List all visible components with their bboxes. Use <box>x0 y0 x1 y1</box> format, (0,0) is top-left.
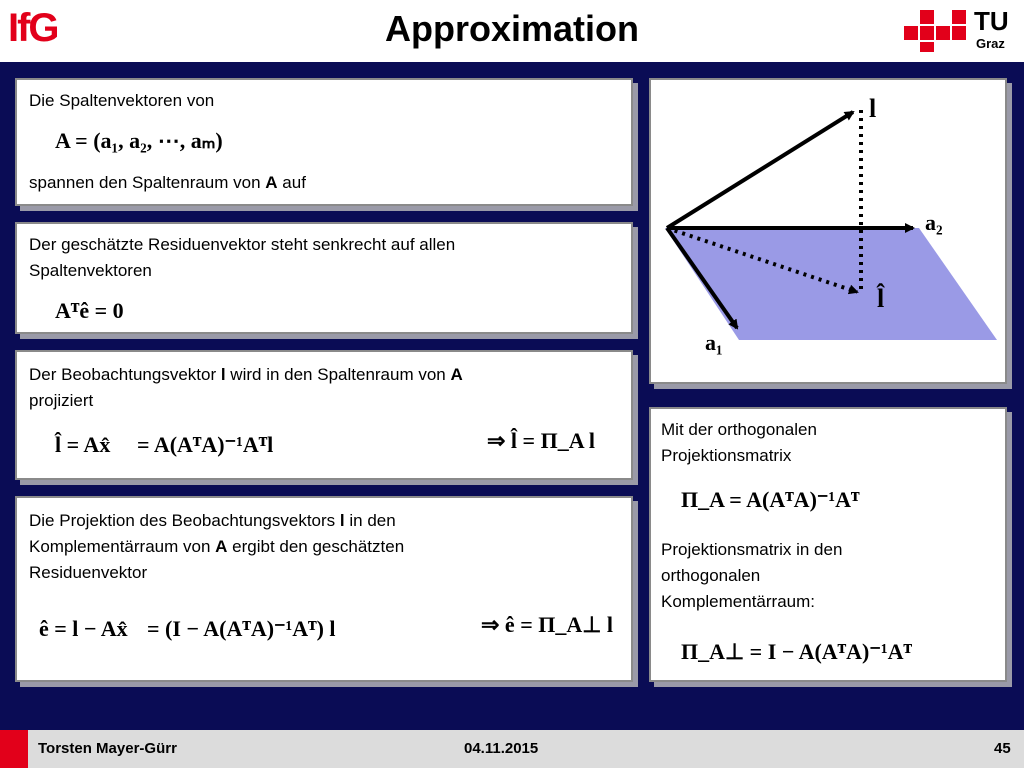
box-vector-diagram <box>649 78 1007 384</box>
page-title: Approximation <box>384 8 639 49</box>
label-a2: a₂ <box>925 210 943 235</box>
box1-formula: A = (a₁, a₂, ⋯, aₘ) <box>55 128 223 153</box>
box3-formula-right: ⇒ l̂ = Π_A l <box>487 428 595 453</box>
ifg-logo: IfG <box>8 6 58 50</box>
box2-line1: Der geschätzte Residuenvektor steht senkrecht auf allen <box>29 235 456 254</box>
box-complement-projection <box>15 496 633 682</box>
box2-formula: Aᵀê = 0 <box>55 298 124 323</box>
box5-line5: Komplementärraum: <box>661 592 816 611</box>
box4-formula-mid: = (I − A(AᵀA)⁻¹Aᵀ) l <box>147 616 336 641</box>
box-projection-matrix <box>649 407 1007 682</box>
tu-text: TU <box>974 6 1009 36</box>
footer-date: 04.11.2015 <box>464 740 539 757</box>
box4-formula-right: ⇒ ê = Π_A⊥ l <box>481 612 614 637</box>
box1-line2: spannen den Spaltenraum von A auf <box>29 173 306 192</box>
box4-formula-left: ê = l − Ax̂ <box>39 616 128 641</box>
vector-l-arrow <box>667 112 853 228</box>
box5-line4: orthogonalen <box>661 566 761 585</box>
tu-graz-logo <box>904 6 1018 56</box>
box5-line1: Mit der orthogonalen <box>661 420 817 439</box>
box-residual-orthogonal <box>15 222 633 334</box>
box3-formula-left: l̂ = Ax̂ <box>55 432 111 457</box>
box4-line3: Residuenvektor <box>29 563 148 582</box>
box5-formula2: Π_A⊥ = I − A(AᵀA)⁻¹Aᵀ <box>681 639 912 664</box>
graz-text: Graz <box>976 36 1005 51</box>
tu-graz-logo-squares-icon <box>904 8 974 54</box>
footer-author: Torsten Mayer-Gürr <box>38 740 177 757</box>
box-projection <box>15 350 633 480</box>
box-column-vectors <box>15 78 633 206</box>
box5-line3: Projektionsmatrix in den <box>661 540 843 559</box>
footer-page-number: 45 <box>994 740 1011 757</box>
box2-line2: Spaltenvektoren <box>29 261 152 280</box>
box5-formula1: Π_A = A(AᵀA)⁻¹Aᵀ <box>681 487 860 512</box>
box3-formula-mid: = A(AᵀA)⁻¹Aᵀl <box>137 432 274 457</box>
label-a1: a₁ <box>705 330 723 355</box>
box4-line2: Komplementärraum von A ergibt den geschätzten <box>29 537 405 556</box>
box5-line2: Projektionsmatrix <box>661 446 792 465</box>
label-l: l <box>869 94 877 123</box>
box4-line1: Die Projektion des Beobachtungsvektors l in den <box>29 511 396 530</box>
box3-line2: projiziert <box>29 391 94 410</box>
header <box>0 0 1024 62</box>
footer-red-bar <box>0 730 28 768</box>
box1-line1: Die Spaltenvektoren von <box>29 91 215 110</box>
box3-line1: Der Beobachtungsvektor l wird in den Spaltenraum von A <box>29 365 463 384</box>
label-lhat: l̂ <box>877 284 885 313</box>
